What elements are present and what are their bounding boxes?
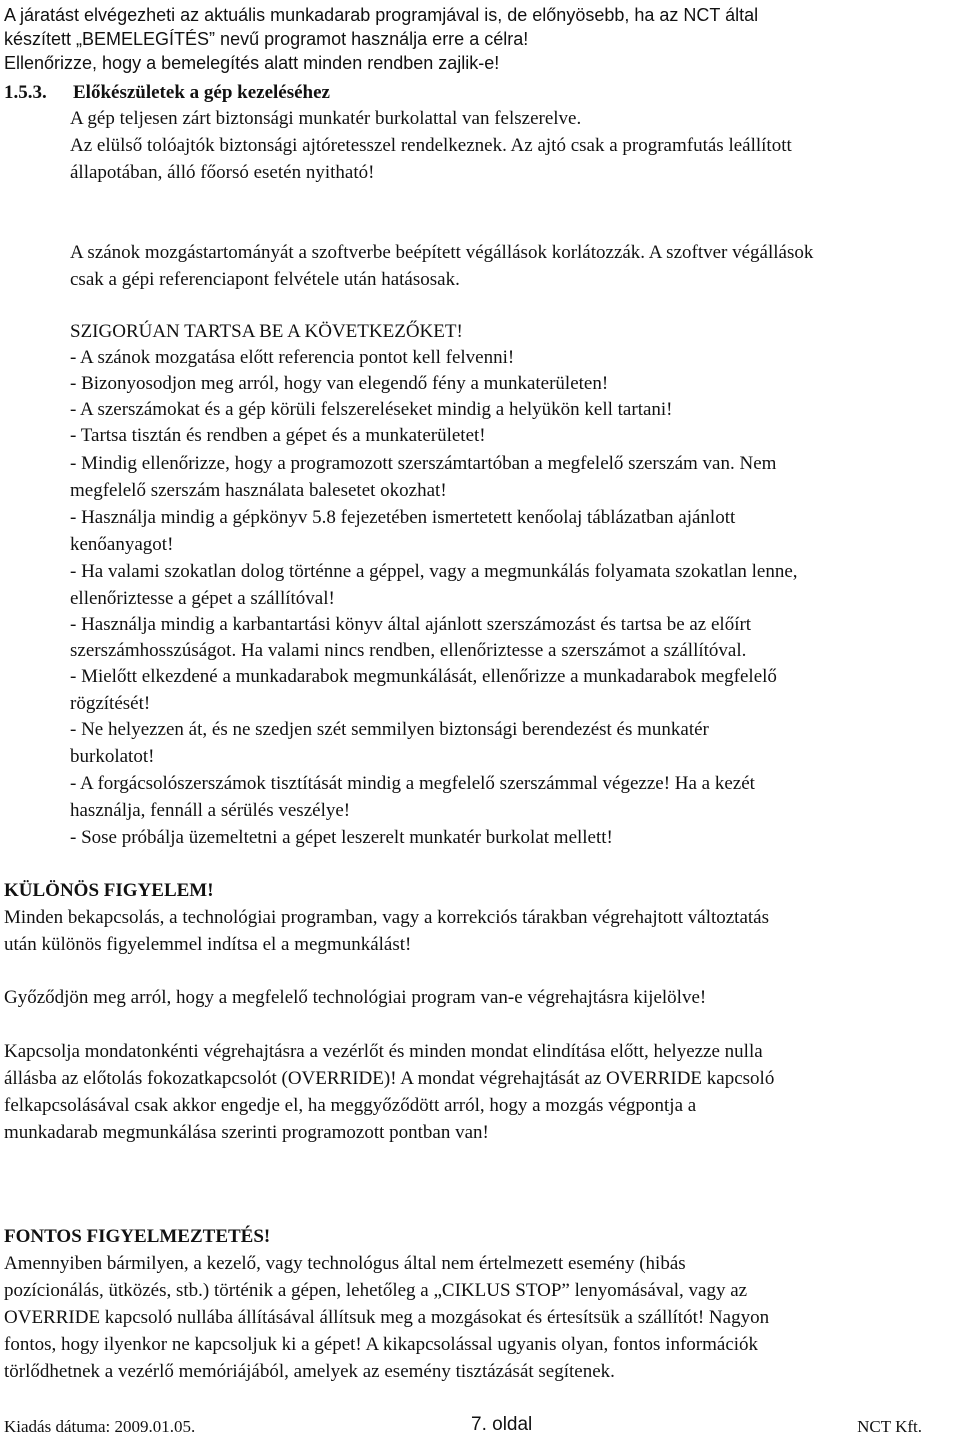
special-line: Győződjön meg arról, hogy a megfelelő technológiai program van-e végrehajtásra kijelölve! <box>4 987 707 1008</box>
footer-date: Kiadás dátuma: 2009.01.05. <box>4 1417 196 1436</box>
warning-line: OVERRIDE kapcsoló nullába állításával állítsuk meg a mozgásokat és értesítsük a szállítót! Nagyon <box>4 1307 770 1328</box>
rule-line: megfelelő szerszám használata balesetet okozhat! <box>70 480 447 501</box>
special-line: Minden bekapcsolás, a technológiai programban, vagy a korrekciós tárakban végrehajtott változtatás <box>4 907 770 928</box>
special-line: állásba az előtolás fokozatkapcsolót (OVERRIDE)! A mondat végrehajtását az OVERRIDE kapcsoló <box>4 1068 775 1089</box>
intro-line: A járatást elvégezheti az aktuális munkadarab programjával is, de előnyösebb, ha az NCT által <box>4 5 759 25</box>
rule-line: - A szerszámokat és a gép körüli felszereléseket mindig a helyükön kell tartani! <box>70 399 673 420</box>
footer-page-number: 7. oldal <box>471 1414 533 1435</box>
rule-line: - A forgácsolószerszámok tisztítását mindig a megfelelő szerszámmal végezze! Ha a kezét <box>70 773 755 794</box>
rule-line: - Bizonyosodjon meg arról, hogy van elegendő fény a munkaterületen! <box>70 373 609 394</box>
rule-line: burkolatot! <box>70 746 155 767</box>
rule-line: - A szánok mozgatása előtt referencia pontot kell felvenni! <box>70 347 515 368</box>
intro-line: készített „BEMELEGÍTÉS” nevű programot használja erre a célra! <box>4 29 529 49</box>
rule-line: rögzítését! <box>70 693 151 714</box>
special-heading: KÜLÖNÖS FIGYELEM! <box>4 880 214 901</box>
special-line: felkapcsolásával csak akkor engedje el, ha meggyőződött arról, hogy a mozgás végpontja a <box>4 1095 697 1116</box>
section-number: 1.5.3. <box>4 82 47 103</box>
soft-limits-line: A szánok mozgástartományát a szoftverbe beépített végállások korlátozzák. A szoftver végállások <box>70 242 814 263</box>
warning-line: törlődhetnek a vezérlő memóriájából, amelyek az esemény tisztázását segítenek. <box>4 1361 615 1382</box>
warning-heading: FONTOS FIGYELMEZTETÉS! <box>4 1226 271 1247</box>
special-line: munkadarab megmunkálása szerinti programozott pontban van! <box>4 1122 489 1143</box>
section-line: Az elülső tolóajtók biztonsági ajtóretesszel rendelkeznek. Az ajtó csak a programfutás leállított <box>70 135 792 156</box>
rule-line: - Mindig ellenőrizze, hogy a programozott szerszámtartóban a megfelelő szerszám van. Nem <box>70 453 777 474</box>
section-line: A gép teljesen zárt biztonsági munkatér burkolattal van felszerelve. <box>70 108 582 129</box>
rule-line: - Mielőtt elkezdené a munkadarabok megmunkálását, ellenőrizze a munkadarabok megfelelő <box>70 666 777 687</box>
warning-line: Amennyiben bármilyen, a kezelő, vagy technológus által nem értelmezett esemény (hibás <box>4 1253 686 1274</box>
rule-line: - Ne helyezzen át, és ne szedjen szét semmilyen biztonsági berendezést és munkatér <box>70 719 709 740</box>
rule-line: ellenőriztesse a gépet a szállítóval! <box>70 588 335 609</box>
soft-limits-line: csak a gépi referenciapont felvétele után hatásosak. <box>70 269 460 290</box>
rule-line: - Használja mindig a gépkönyv 5.8 fejezetében ismertetett kenőolaj táblázatban ajánlott <box>70 507 736 528</box>
special-line: Kapcsolja mondatonkénti végrehajtásra a vezérlőt és minden mondat elindítása előtt, helyezze nulla <box>4 1041 763 1062</box>
rule-line: - Tartsa tisztán és rendben a gépet és a munkaterületet! <box>70 425 486 446</box>
warning-line: fontos, hogy ilyenkor ne kapcsoljuk ki a gépet! A kikapcsolással ugyanis olyan, fontos információk <box>4 1334 759 1355</box>
strict-heading: SZIGORÚAN TARTSA BE A KÖVETKEZŐKET! <box>70 321 463 342</box>
warning-line: pozícionálás, ütközés, stb.) történik a gépen, lehetőleg a „CIKLUS STOP” lenyomásával, vagy az <box>4 1280 748 1301</box>
rule-line: szerszámhosszúságot. Ha valami nincs rendben, ellenőriztesse a szerszámot a szállítóval. <box>70 640 747 661</box>
rule-line: - Használja mindig a karbantartási könyv által ajánlott szerszámozást és tartsa be az előírt <box>70 614 752 635</box>
section-line: állapotában, álló főorsó esetén nyitható! <box>70 162 375 183</box>
rule-line: használja, fennáll a sérülés veszélye! <box>70 800 351 821</box>
rule-line: kenőanyagot! <box>70 534 174 555</box>
section-title: Előkészületek a gép kezeléséhez <box>73 82 330 103</box>
intro-line: Ellenőrizze, hogy a bemelegítés alatt minden rendben zajlik-e! <box>4 53 500 73</box>
special-line: után különös figyelemmel indítsa el a megmunkálást! <box>4 934 412 955</box>
rule-line: - Ha valami szokatlan dolog történne a géppel, vagy a megmunkálás folyamata szokatlan lenne, <box>70 561 798 582</box>
footer-company: NCT Kft. <box>857 1417 922 1436</box>
rule-line: - Sose próbálja üzemeltetni a gépet leszerelt munkatér burkolat mellett! <box>70 827 613 848</box>
